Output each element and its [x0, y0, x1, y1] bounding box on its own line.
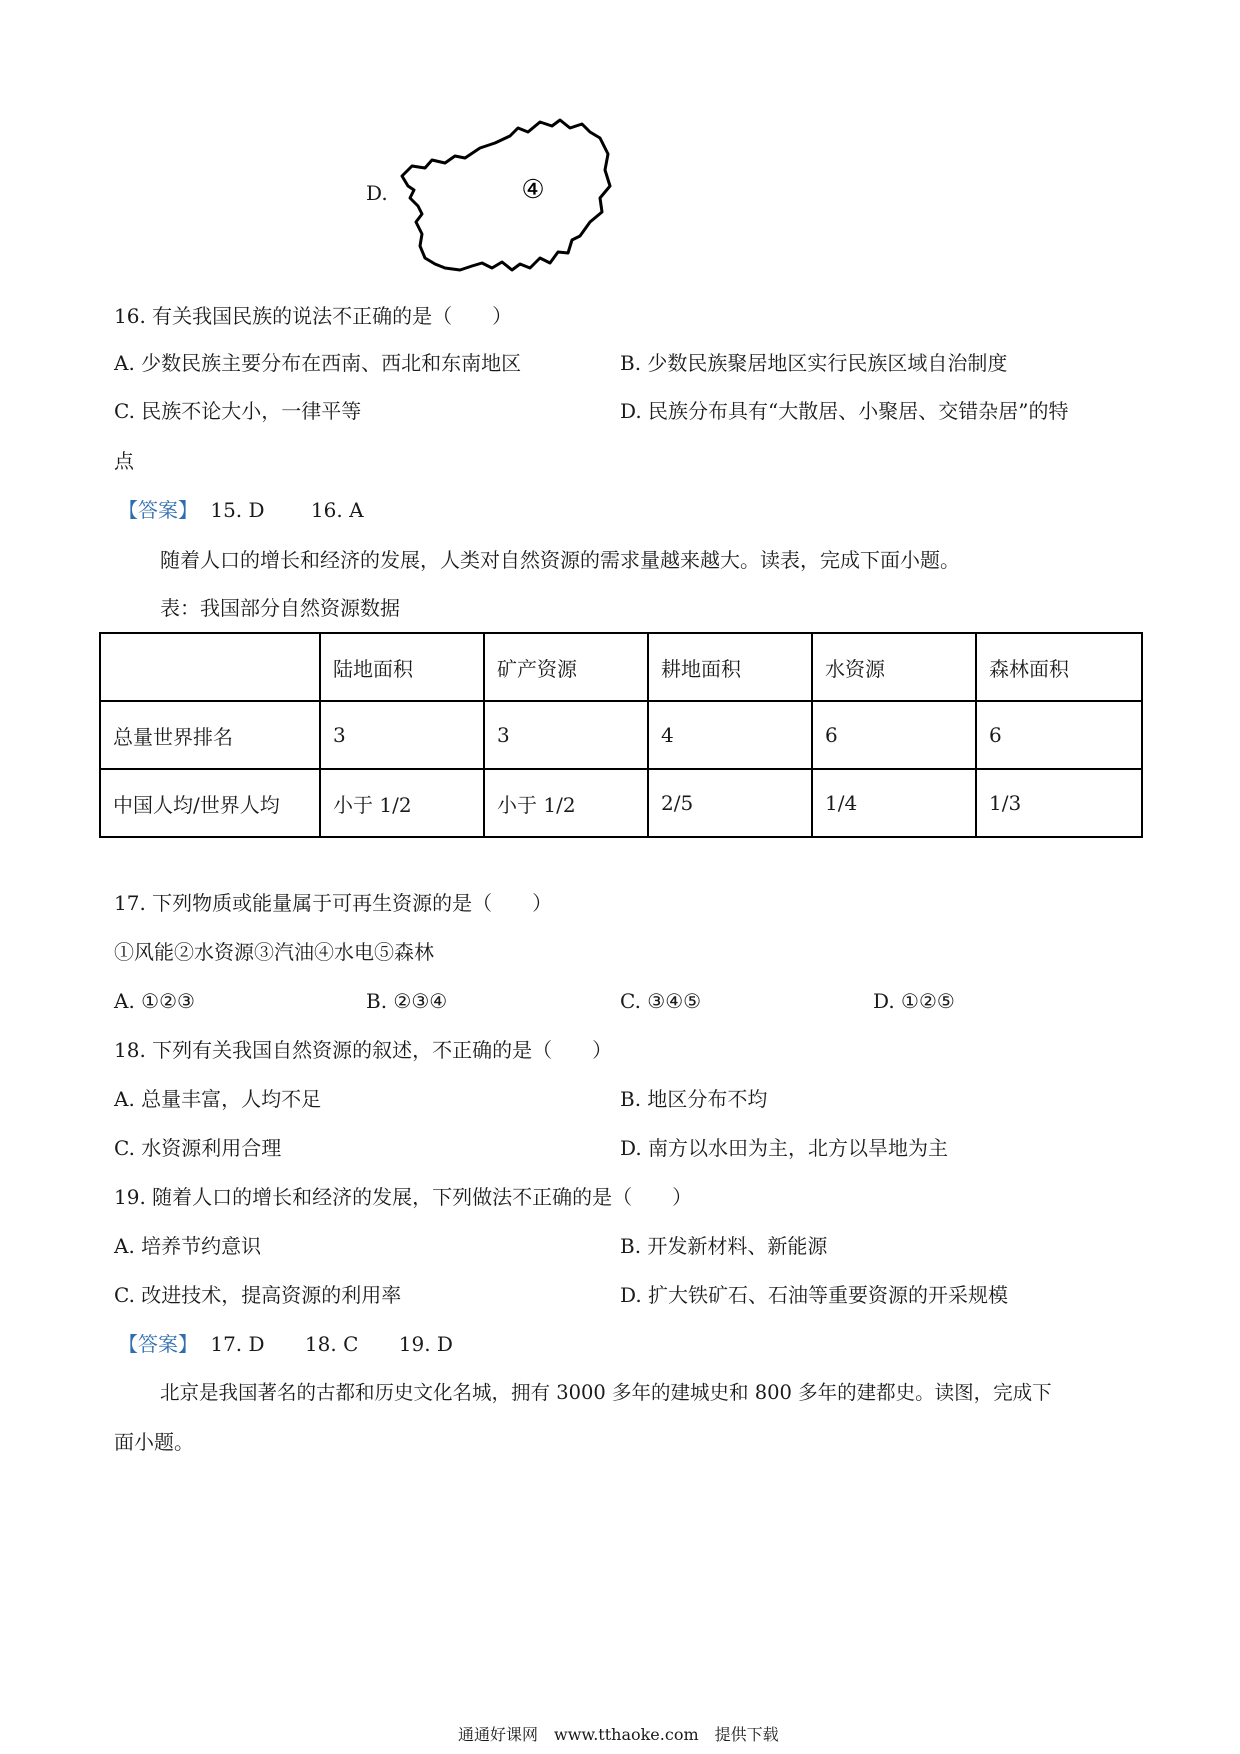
answer-block-2: [118, 1334, 453, 1354]
table-cell: 小于 1/2: [484, 769, 648, 837]
q19-option-b: B. 开发新材料、新能源: [620, 1234, 828, 1258]
table-header-cell: 陆地面积: [320, 633, 484, 701]
table-header-row: [100, 633, 1142, 701]
q17-items: ①风能②水资源③汽油④水电⑤森林: [114, 940, 434, 964]
answer-tag: 【答案】: [118, 498, 198, 522]
table-cell: 2/5: [648, 769, 812, 837]
q18-option-c: C. 水资源利用合理: [114, 1136, 282, 1160]
q19-option-c: C. 改进技术，提高资源的利用率: [114, 1283, 402, 1307]
table-cell: 小于 1/2: [320, 769, 484, 837]
answer-18: 18. C: [304, 1332, 359, 1356]
table-header-cell: 森林面积: [976, 633, 1142, 701]
option-d-label: D.: [366, 181, 388, 205]
q18-option-d: D. 南方以水田为主，北方以旱地为主: [620, 1136, 949, 1160]
q16-stem: 16. 有关我国民族的说法不正确的是（ ）: [114, 304, 513, 328]
q17-option-a: A. ①②③: [114, 989, 195, 1013]
q16-option-b: B. 少数民族聚居地区实行民族区域自治制度: [620, 351, 1008, 375]
table-header-cell: 矿产资源: [484, 633, 648, 701]
resource-table: [99, 632, 1143, 838]
answer-tag: 【答案】: [118, 1332, 198, 1356]
answer-16: 16. A: [310, 498, 364, 522]
q18-option-a: A. 总量丰富，人均不足: [114, 1087, 322, 1111]
q17-option-c: C. ③④⑤: [620, 989, 702, 1013]
page-footer: 通通好课网 www.tthaoke.com 提供下载: [458, 1725, 779, 1744]
table-header-cell: 耕地面积: [648, 633, 812, 701]
region-marker-4: ④: [521, 175, 545, 205]
answer-block-1: [118, 500, 364, 520]
beijing-intro-line1: 北京是我国著名的古都和历史文化名城，拥有 3000 多年的建城史和 800 多年的建都史。读图，完成下: [160, 1381, 1052, 1404]
q18-option-b: B. 地区分布不均: [620, 1087, 768, 1111]
table-cell: 6: [812, 701, 976, 769]
table-row: [100, 701, 1142, 769]
table-cell: 中国人均/世界人均: [100, 769, 320, 837]
answer-19: 19. D: [398, 1332, 453, 1356]
table-header-cell: [100, 633, 320, 701]
q17-stem: 17. 下列物质或能量属于可再生资源的是（ ）: [114, 891, 553, 915]
resource-intro: 随着人口的增长和经济的发展，人类对自然资源的需求量越来越大。读表，完成下面小题。: [160, 548, 960, 572]
answer-17: 17. D: [210, 1332, 265, 1356]
q16-option-d-continuation: 点: [114, 449, 134, 473]
table-cell: 1/4: [812, 769, 976, 837]
q17-option-b: B. ②③④: [366, 989, 448, 1013]
q19-option-a: A. 培养节约意识: [114, 1234, 262, 1258]
q16-option-c: C. 民族不论大小，一律平等: [114, 399, 362, 423]
table-cell: 3: [484, 701, 648, 769]
q18-stem: 18. 下列有关我国自然资源的叙述，不正确的是（ ）: [114, 1038, 613, 1062]
q16-option-d: D. 民族分布具有“大散居、小聚居、交错杂居”的特: [620, 399, 1069, 423]
answer-15: 15. D: [210, 498, 265, 522]
table-cell: 总量世界排名: [100, 701, 320, 769]
table-cell: 6: [976, 701, 1142, 769]
table-cell: 3: [320, 701, 484, 769]
beijing-intro-line2: 面小题。: [114, 1430, 194, 1454]
table-header-cell: 水资源: [812, 633, 976, 701]
table-cell: 4: [648, 701, 812, 769]
q19-stem: 19. 随着人口的增长和经济的发展，下列做法不正确的是（ ）: [114, 1185, 693, 1209]
province-outline-map: [400, 118, 620, 278]
q17-option-d: D. ①②⑤: [873, 989, 955, 1013]
table-row: [100, 769, 1142, 837]
table-cell: 1/3: [976, 769, 1142, 837]
table-caption: 表：我国部分自然资源数据: [160, 596, 400, 620]
province-outline: [402, 120, 610, 270]
q16-option-a: A. 少数民族主要分布在西南、西北和东南地区: [114, 351, 522, 375]
q19-option-d: D. 扩大铁矿石、石油等重要资源的开采规模: [620, 1283, 1009, 1307]
